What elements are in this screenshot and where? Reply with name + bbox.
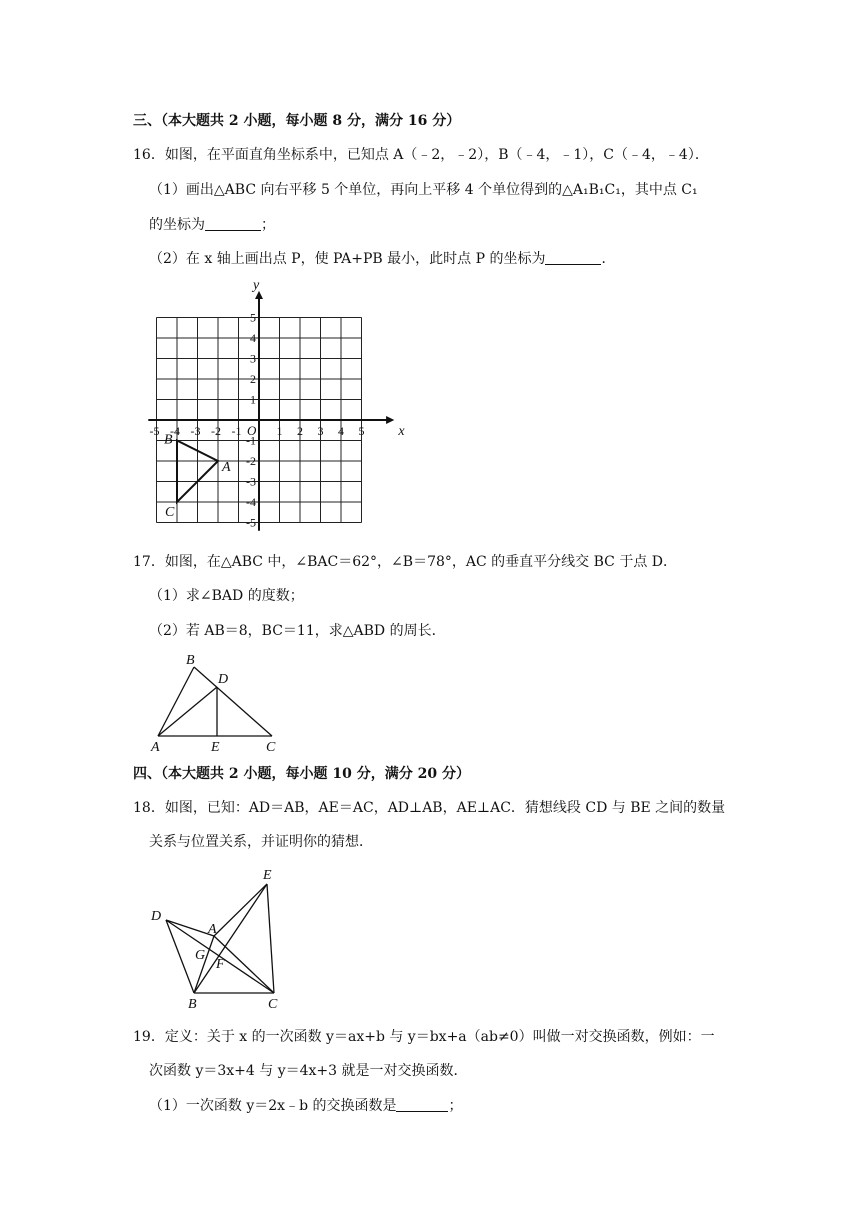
q17-segment-ab — [158, 667, 194, 736]
x-tick-label: -4 — [170, 424, 180, 438]
q16-part2-answer-blank[interactable] — [545, 250, 601, 265]
x-tick-label: -5 — [149, 424, 160, 438]
y-tick-label: -5 — [246, 515, 256, 530]
q19-part1 — [149, 1096, 462, 1116]
q18-label-d: D — [151, 909, 162, 924]
y-tick-label: -4 — [246, 495, 256, 509]
y-tick-label: 4 — [250, 331, 256, 345]
q17-segment-ad — [158, 687, 217, 736]
q18-geometry-figure — [148, 862, 298, 1012]
q18-label-c: C — [268, 997, 278, 1012]
q19-part1-text: （1）一次函数 y＝2x﹣b 的交换函数是 — [149, 1098, 397, 1114]
x-axis-label: x — [398, 424, 405, 439]
q18-label-e: E — [263, 868, 272, 883]
q16-part2-punct: ． — [601, 251, 616, 267]
point-label-c: C — [165, 505, 175, 520]
q16-part2-text: （2）在 x 轴上画出点 P，使 PA+PB 最小，此时点 P 的坐标为 — [149, 251, 546, 267]
q17-segment-bc — [194, 667, 272, 736]
x-tick-label: 4 — [338, 424, 344, 438]
q18-line2: 关系与位置关系，并证明你的猜想． — [149, 834, 373, 850]
q16-part1-answer-blank[interactable] — [205, 216, 261, 231]
q18-segment-da — [166, 920, 214, 936]
q19-line2: 次函数 y＝3x+4 与 y＝4x+3 就是一对交换函数． — [149, 1063, 468, 1079]
y-tick-label: 2 — [250, 372, 256, 386]
q17-label-a: A — [151, 740, 160, 755]
y-tick-label: -3 — [246, 474, 256, 489]
x-tick-label: 2 — [297, 424, 303, 438]
x-tick-label: 3 — [317, 424, 324, 438]
y-tick-label: 3 — [250, 351, 256, 366]
q17-part1: （1）求∠BAD 的度数； — [149, 588, 304, 604]
x-tick-label: 5 — [358, 424, 365, 438]
q18-line1: 18．如图，已知：AD＝AB，AE＝AC，AD⊥AB，AE⊥AC．猜想线段 CD 与 BE 之间的数量 — [133, 800, 726, 816]
x-axis-arrow — [386, 416, 394, 424]
q18-segment-ba — [194, 936, 214, 993]
q17-label-d: D — [218, 672, 229, 687]
q16-part1-line2 — [149, 215, 275, 235]
q16-coordinate-grid — [140, 277, 420, 532]
q16-part1-line1: （1）画出△ABC 向右平移 5 个单位，再向上平移 4 个单位得到的△A₁B₁C₁，其中点 C₁ — [149, 182, 698, 198]
y-tick-label: -1 — [246, 433, 256, 448]
q16-part1-punct: ； — [261, 217, 275, 233]
q16-part2 — [149, 249, 615, 269]
x-tick-label: -3 — [190, 424, 201, 438]
x-tick-label: -2 — [211, 424, 221, 438]
q16-part1-text: 的坐标为 — [149, 217, 205, 233]
q17-stem: 17．如图，在△ABC 中，∠BAC＝62°，∠B＝78°，AC 的垂直平分线交 BC 于点 D． — [133, 554, 677, 570]
q18-label-f: F — [216, 957, 225, 972]
q19-part1-punct: ； — [448, 1098, 463, 1114]
q17-triangle-figure — [148, 650, 288, 754]
q18-segment-ae — [214, 884, 267, 936]
y-tick-label: -2 — [246, 454, 256, 468]
q18-label-a: A — [208, 922, 217, 937]
point-label-a: A — [222, 460, 231, 475]
y-tick-label: 5 — [250, 310, 256, 325]
q18-segment-ec — [267, 884, 274, 993]
y-tick-label: 1 — [250, 392, 256, 407]
x-tick-label: -1 — [231, 424, 242, 438]
q17-label-e: E — [211, 740, 220, 755]
q17-label-b: B — [186, 653, 195, 668]
q17-label-c: C — [266, 740, 276, 755]
origin-label: O — [247, 423, 257, 438]
y-axis-label: y — [253, 277, 260, 293]
q18-label-g: G — [195, 948, 206, 963]
q18-label-b: B — [188, 997, 197, 1012]
q19-line1: 19．定义：关于 x 的一次函数 y＝ax+b 与 y＝bx+a（ab≠0）叫做一对交换函数，例如：一 — [133, 1029, 715, 1045]
q19-part1-answer-blank[interactable] — [396, 1097, 448, 1112]
x-tick-label: 1 — [276, 424, 283, 438]
section-4-heading: 四、（本大题共 2 小题，每小题 10 分，满分 20 分） — [133, 766, 470, 782]
section-3-heading: 三、（本大题共 2 小题，每小题 8 分，满分 16 分） — [133, 113, 461, 129]
q16-stem: 16．如图，在平面直角坐标系中，已知点 A（﹣2，﹣2），B（﹣4，﹣1），C（﹣4，﹣4）． — [133, 147, 709, 163]
q17-part2: （2）若 AB＝8，BC＝11，求△ABD 的周长． — [149, 623, 446, 639]
point-label-b: B — [164, 432, 173, 448]
q18-segment-db — [166, 920, 194, 993]
